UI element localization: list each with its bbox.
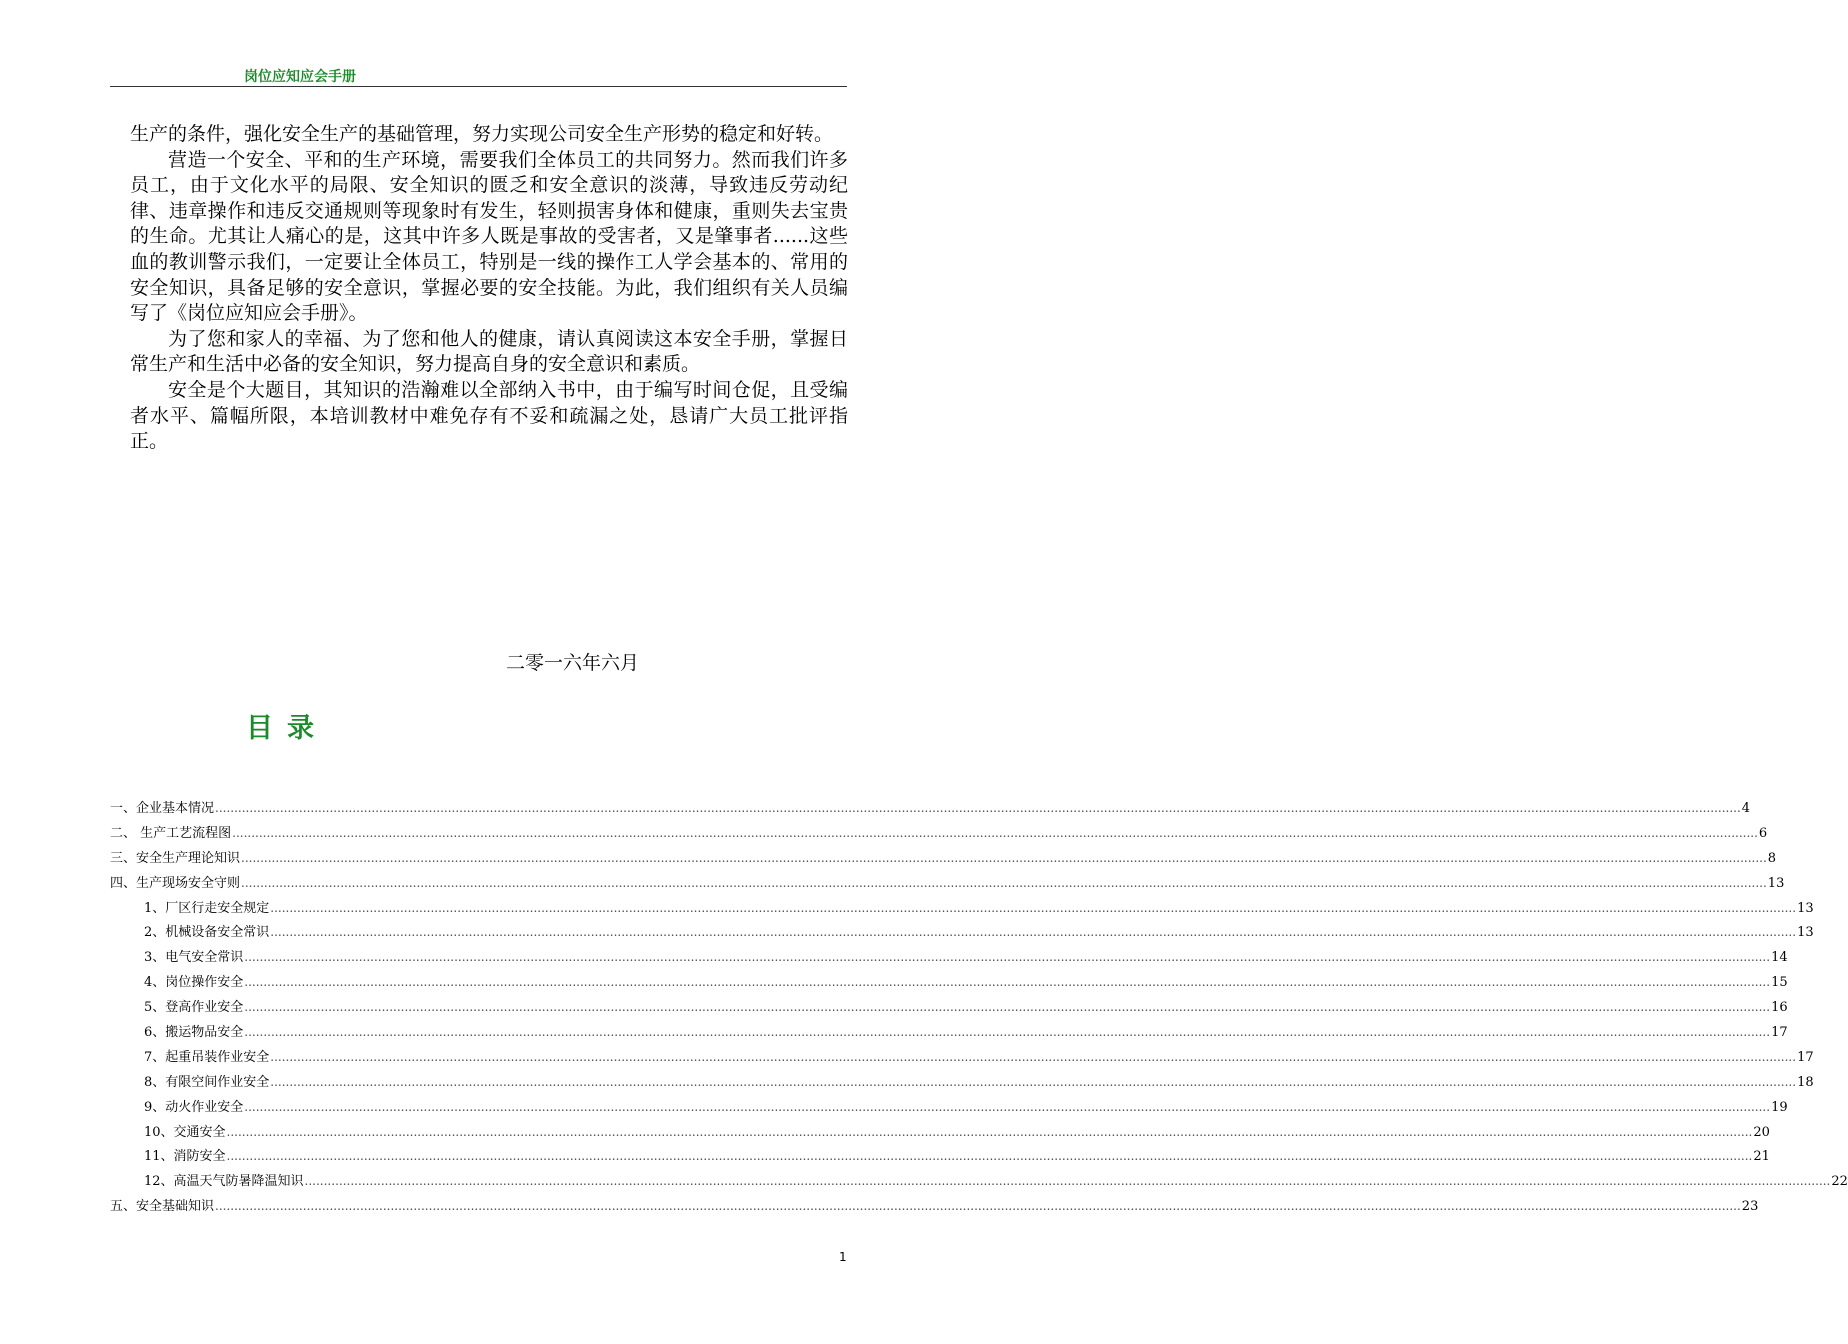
preface-date: 二零一六年六月 [506,652,640,674]
toc-entry-page: 14 [1771,950,1788,966]
toc-entry-label: 一、企业基本情况 [110,801,215,816]
toc-leader-dots: ................................................................................................................................................................................................................................................................................................................................................................................................................ [241,875,1767,890]
toc-leader-dots: ................................................................................................................................................................................................................................................................................................................................................................................................................ [244,1000,1771,1015]
toc-entry[interactable] [110,1195,1759,1220]
preface-paragraph-3: 为了您和家人的幸福、为了您和他人的健康，请认真阅读这本安全手册，掌握日常生产和生活中必备的安全知识，努力提高自身的安全意识和素质。 [130,327,848,376]
preface-paragraph-1: 生产的条件，强化安全生产的基础管理，努力实现公司安全生产形势的稳定和好转。 [130,123,834,145]
toc-entry-page: 16 [1771,1000,1788,1016]
toc-leader-dots: ................................................................................................................................................................................................................................................................................................................................................................................................................ [244,1025,1771,1040]
toc-entry-label: 3、电气安全常识 [144,950,244,966]
toc-entry-page: 13 [1797,900,1814,916]
toc-entry[interactable] [110,1121,1770,1146]
toc-entry-label: 12、高温天气防暑降温知识 [144,1174,304,1190]
toc-leader-dots: ................................................................................................................................................................................................................................................................................................................................................................................................................ [270,925,1797,940]
toc-leader-dots: ................................................................................................................................................................................................................................................................................................................................................................................................................ [232,825,1758,840]
toc-entry[interactable] [110,946,1788,971]
toc-entry[interactable] [110,1096,1788,1121]
toc-leader-dots: ................................................................................................................................................................................................................................................................................................................................................................................................................ [270,1049,1797,1064]
toc-entry[interactable] [110,847,1777,872]
toc-entry-page: 8 [1767,850,1777,866]
toc-entry-label: 8、有限空间作业安全 [144,1074,270,1090]
toc-entry-page: 18 [1797,1074,1814,1090]
toc-leader-dots: ................................................................................................................................................................................................................................................................................................................................................................................................................ [241,850,1767,865]
toc-entry-page: 22 [1831,1174,1848,1190]
toc-leader-dots: ................................................................................................................................................................................................................................................................................................................................................................................................................ [215,1199,1741,1214]
toc-entry-label: 9、动火作业安全 [144,1099,244,1115]
toc-entry[interactable] [110,1046,1814,1071]
toc-entry-label: 5、登高作业安全 [144,1000,244,1016]
toc-leader-dots: ................................................................................................................................................................................................................................................................................................................................................................................................................ [270,900,1797,915]
preface-paragraph-2: 营造一个安全、平和的生产环境，需要我们全体员工的共同努力。然而我们许多员工，由于文化水平的局限、安全知识的匮乏和安全意识的淡薄，导致违反劳动纪律、违章操作和违反交通规则等现象时有发生，轻则损害身体和健康，重则失去宝贵的生命。尤其让人痛心的是，这其中许多人既是事故的受害者，又是肇事者......这些血的教训警示我们，一定要让全体员工，特别是一线的操作工人学会基本的、常用的安全知识，具备足够的安全意识，掌握必要的安全技能。为此，我们组织有关人员编写了《岗位应知应会手册》。 [130,148,848,325]
toc-entry-label: 四、生产现场安全守则 [110,875,241,891]
toc-entry-page: 19 [1771,1099,1788,1115]
toc-entry-page: 17 [1771,1025,1788,1041]
preface-paragraph-4: 安全是个大题目，其知识的浩瀚难以全部纳入书中，由于编写时间仓促，且受编者水平、篇幅所限，本培训教材中难免存有不妥和疏漏之处，恳请广大员工批评指正。 [130,378,848,453]
toc-entry[interactable] [110,872,1785,897]
toc-entry-label: 11、消防安全 [144,1149,226,1165]
toc-entry-page: 13 [1767,875,1785,891]
toc-entry[interactable] [110,996,1788,1021]
toc-entry[interactable] [110,921,1814,946]
toc-entry-label: 二、 生产工艺流程图 [110,825,232,841]
toc-entry[interactable] [110,1170,1848,1195]
preface-body [130,122,848,455]
toc-entry-page: 21 [1753,1149,1770,1165]
header-divider [110,86,847,87]
table-of-contents [110,797,1848,1220]
page-number: 1 [839,1250,847,1264]
toc-entry-page: 17 [1797,1049,1814,1065]
toc-entry-label: 三、安全生产理论知识 [110,850,241,866]
toc-entry-label: 10、交通安全 [144,1124,226,1140]
toc-entry-page: 15 [1771,975,1788,991]
toc-entry[interactable] [110,1071,1814,1096]
toc-leader-dots: ................................................................................................................................................................................................................................................................................................................................................................................................................ [215,801,1741,815]
toc-leader-dots: ................................................................................................................................................................................................................................................................................................................................................................................................................ [226,1124,1753,1139]
toc-entry-label: 4、岗位操作安全 [144,975,244,991]
toc-entry-label: 五、安全基础知识 [110,1199,215,1215]
toc-entry-page: 23 [1741,1199,1759,1215]
toc-entry-page: 20 [1753,1124,1770,1140]
toc-entry-label: 1、厂区行走安全规定 [144,900,270,916]
toc-leader-dots: ................................................................................................................................................................................................................................................................................................................................................................................................................ [244,950,1771,965]
toc-entry[interactable] [110,971,1788,996]
toc-leader-dots: ................................................................................................................................................................................................................................................................................................................................................................................................................ [226,1149,1753,1164]
toc-entry-page: 6 [1758,825,1768,841]
toc-entry-page: 13 [1797,925,1814,941]
toc-entry[interactable] [110,1145,1770,1170]
toc-entry-label: 6、搬运物品安全 [144,1025,244,1041]
toc-entry[interactable] [110,897,1814,922]
toc-leader-dots: ................................................................................................................................................................................................................................................................................................................................................................................................................ [304,1174,1831,1189]
toc-heading: 目录 [246,713,328,744]
running-header-title: 岗位应知应会手册 [244,69,356,85]
toc-entry[interactable] [110,1021,1788,1046]
toc-entry[interactable] [110,797,1751,822]
toc-leader-dots: ................................................................................................................................................................................................................................................................................................................................................................................................................ [244,975,1771,990]
toc-entry-label: 7、起重吊装作业安全 [144,1049,270,1065]
toc-entry[interactable] [110,822,1768,847]
toc-leader-dots: ................................................................................................................................................................................................................................................................................................................................................................................................................ [270,1074,1797,1089]
toc-leader-dots: ................................................................................................................................................................................................................................................................................................................................................................................................................ [244,1099,1771,1114]
toc-entry-page: 4 [1741,801,1751,816]
toc-entry-label: 2、机械设备安全常识 [144,925,270,941]
